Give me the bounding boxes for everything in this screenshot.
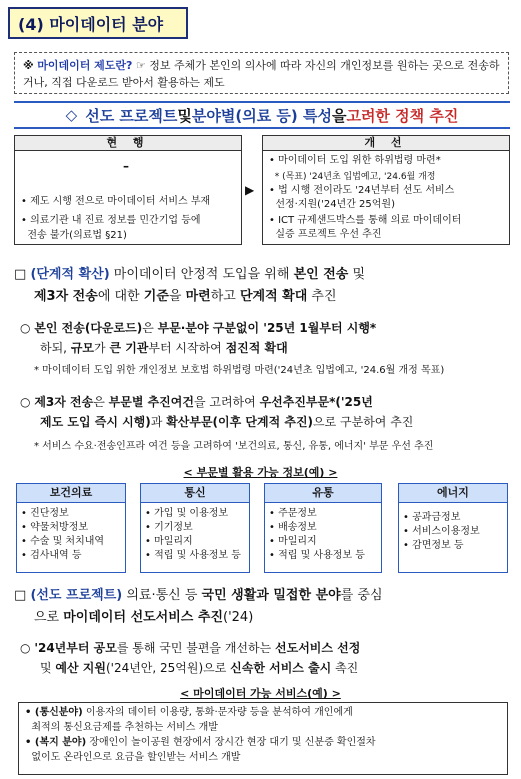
arrow-right-icon: ▶ — [245, 183, 255, 197]
open-call-text-2: 및 — [40, 661, 56, 675]
footnote-1: * 마이데이터 도입 위한 개인정보 보호법 하위법령 마련('24년초 입법예고, '24.6월 개정 목표) — [34, 365, 445, 376]
staged-bold-1: 본인 전송 — [293, 267, 349, 282]
staged-bold-2: 제3자 전송 — [34, 289, 98, 304]
strategy-part2: 및 — [177, 106, 192, 125]
open-call-text-1: 를 통해 국민 불편을 개선하는 — [116, 641, 276, 655]
category-item: • 적립 및 사용정보 등 — [269, 550, 365, 561]
checkbox-square-icon: □ — [14, 267, 27, 282]
self-transfer-text-4: 부터 시작하여 — [148, 341, 226, 355]
strategy-heading — [14, 101, 510, 129]
self-transfer-bold-3: 규모 — [70, 341, 95, 355]
improvement-line-6: 실증 프로젝트 우선 추진 — [269, 229, 382, 240]
current-item-2 — [21, 213, 201, 243]
section-lead-project — [14, 585, 510, 629]
self-transfer-bold-5: 점진적 확대 — [225, 341, 288, 355]
category-item: • 마일리지 — [145, 536, 193, 547]
lead-bold-1: 국민 생활과 밀접한 분야 — [201, 588, 341, 603]
service-label: • (통신분야) — [25, 707, 83, 718]
category-item: • 수술 및 처치내역 — [21, 536, 105, 547]
open-call-bold-4: 신속한 서비스 출시 — [230, 661, 332, 675]
service-item — [25, 705, 501, 720]
lead-text-4: ('24) — [223, 610, 254, 625]
staged-text-2: 및 — [348, 267, 366, 282]
current-item-2a: • 의료기관 내 진료 정보를 민간기업 등에 — [21, 215, 201, 226]
subitem-self-transfer — [20, 318, 510, 358]
category-item: • 마일리지 — [269, 536, 317, 547]
strategy-part5: 고려한 정책 추진 — [346, 106, 459, 125]
strategy-part4: 을 — [331, 106, 347, 125]
staged-bold-3: 기준 — [143, 289, 169, 304]
footnote-2: * 서비스 수요·전송인프라 여건 등을 고려하여 '보건의료, 통신, 유통, 에너지' 부문 우선 추진 — [34, 441, 434, 452]
services-box — [18, 702, 508, 775]
staged-text-5: 하고 — [210, 289, 240, 304]
staged-text-4: 을 — [168, 289, 186, 304]
circle-bullet-icon: ○ — [20, 395, 31, 409]
open-call-bold-1: '24년부터 공모 — [34, 641, 117, 655]
self-transfer-text-1: 은 — [142, 321, 158, 335]
category-name: 에너지 — [399, 484, 507, 503]
category-item: • 가입 및 이용정보 — [145, 508, 229, 519]
current-header: 현 행 — [14, 135, 242, 151]
service-label: • (복지 분야) — [25, 737, 87, 748]
definition-text: ☞ 정보 주체가 본인의 의사에 따라 자신의 개인정보를 원하는 곳으로 전송하거나, 직접 다운로드 받아서 활용하는 제도 — [23, 59, 500, 89]
lead-label: (선도 프로젝트) — [30, 588, 123, 603]
lead-text-2: 를 중심 — [340, 588, 383, 603]
category-item: • 배송정보 — [269, 522, 317, 533]
service-item — [25, 735, 501, 750]
open-call-text-4: 촉진 — [331, 661, 359, 675]
services-title: < 마이데이터 가능 서비스(예) > — [180, 687, 341, 700]
current-item-2b: 전송 불가(의료법 §21) — [21, 230, 127, 241]
third-party-bold-5: 확산부문(이후 단계적 추진) — [166, 415, 314, 429]
improvement-header: 개 선 — [262, 135, 510, 151]
improvement-line-5: • ICT 규제샌드박스를 통해 의료 마이데이터 — [269, 215, 462, 226]
category-name: 유통 — [265, 484, 381, 503]
staged-text-3: 에 대한 — [97, 289, 144, 304]
definition-term: 마이데이터 제도란? — [37, 59, 133, 72]
third-party-text-3: 과 — [150, 415, 167, 429]
section-staged-expansion — [14, 264, 510, 308]
staged-bold-5: 단계적 확대 — [239, 289, 308, 304]
strategy-part1: 선도 프로젝트 — [85, 106, 178, 125]
self-transfer-bold-2: 부문·분야 구분없이 '25년 1월부터 시행* — [157, 321, 377, 335]
category-item: • 약물처방정보 — [21, 522, 89, 533]
third-party-text-2: 을 고려하여 — [193, 395, 260, 409]
lead-text-1: 의료·통신 등 — [122, 588, 202, 603]
subitem-third-party — [20, 392, 510, 432]
third-party-bold-2: 부문별 추진여건 — [108, 395, 194, 409]
category-item: • 검사내역 등 — [21, 550, 82, 561]
self-transfer-text-2: 하되, — [40, 341, 71, 355]
self-transfer-text-3: 가 — [94, 341, 110, 355]
category-item: • 진단정보 — [21, 508, 69, 519]
category-item: • 주문정보 — [269, 508, 317, 519]
category-item: • 감면정보 등 — [403, 540, 464, 551]
service-item-cont: 최적의 통신요금제를 추천하는 서비스 개발 — [25, 722, 218, 733]
staged-bold-4: 마련 — [185, 289, 211, 304]
circle-bullet-icon: ○ — [20, 641, 31, 655]
category-item: • 서비스이용정보 — [403, 526, 480, 537]
third-party-text-1: 은 — [93, 395, 109, 409]
definition-box — [14, 52, 509, 94]
self-transfer-bold-1: 본인 전송(다운로드) — [34, 321, 143, 335]
self-transfer-bold-4: 큰 기관 — [109, 341, 149, 355]
category-name: 보건의료 — [17, 484, 125, 503]
third-party-bold-1: 제3자 전송 — [34, 395, 94, 409]
strategy-part3: 분야별(의료 등) 특성 — [191, 106, 332, 125]
category-card-retail — [264, 483, 382, 573]
category-card-health — [16, 483, 126, 573]
category-item: • 기기정보 — [145, 522, 193, 533]
checkbox-square-icon: □ — [14, 588, 27, 603]
staged-text-6: 추진 — [307, 289, 337, 304]
subitem-open-call — [20, 638, 510, 678]
service-text: 이용자의 데이터 이용량, 통화·문자량 등을 분석하여 개인에게 — [82, 707, 353, 718]
improvement-line-4: 선정·지원('24년간 25억원) — [269, 199, 395, 210]
staged-label: (단계적 확산) — [30, 267, 110, 282]
empty-dash: – — [123, 159, 129, 173]
open-call-bold-2: 선도서비스 선정 — [275, 641, 361, 655]
service-item-cont: 없이도 온라인으로 요금을 할인받는 서비스 개발 — [25, 752, 241, 763]
category-item: • 적립 및 사용정보 등 — [145, 550, 241, 561]
category-card-telecom — [140, 483, 250, 573]
circle-bullet-icon: ○ — [20, 321, 31, 335]
improvement-line-2: * (목표) '24년초 입법예고, '24.6월 개정 — [269, 172, 436, 182]
lead-bold-2: 마이데이터 선도서비스 추진 — [63, 610, 223, 625]
diamond-icon: ◇ — [65, 106, 78, 124]
lead-text-3: 으로 — [34, 610, 64, 625]
third-party-text-4: 으로 구분하여 추진 — [313, 415, 414, 429]
open-call-text-3: ('24년안, 25억원)으로 — [105, 661, 231, 675]
improvement-panel — [262, 150, 510, 245]
section-title: (4) 마이데이터 분야 — [8, 7, 188, 39]
current-panel — [14, 150, 242, 245]
third-party-bold-3: 우선추진부문*('25년 — [259, 395, 373, 409]
service-text: 장애인이 놀이공원 현장에서 장시간 현장 대기 및 신분증 확인절차 — [86, 737, 376, 748]
improvement-line-3: • 법 시행 전이라도 '24년부터 선도 서비스 — [269, 185, 455, 196]
category-name: 통신 — [141, 484, 249, 503]
third-party-bold-4: 제도 도입 즉시 시행) — [40, 415, 151, 429]
categories-title: < 부문별 활용 가능 정보(예) > — [183, 466, 338, 479]
current-item-1: • 제도 시행 전으로 마이데이터 서비스 부재 — [21, 196, 211, 207]
reference-mark: ※ — [23, 59, 34, 72]
open-call-bold-3: 예산 지원 — [55, 661, 106, 675]
improvement-line-1: • 마이데이터 도입 위한 하위법령 마련* — [269, 155, 441, 166]
staged-text-1: 마이데이터 안정적 도입을 위해 — [109, 267, 294, 282]
category-card-energy — [398, 483, 508, 573]
category-item: • 공과금정보 — [403, 512, 461, 523]
